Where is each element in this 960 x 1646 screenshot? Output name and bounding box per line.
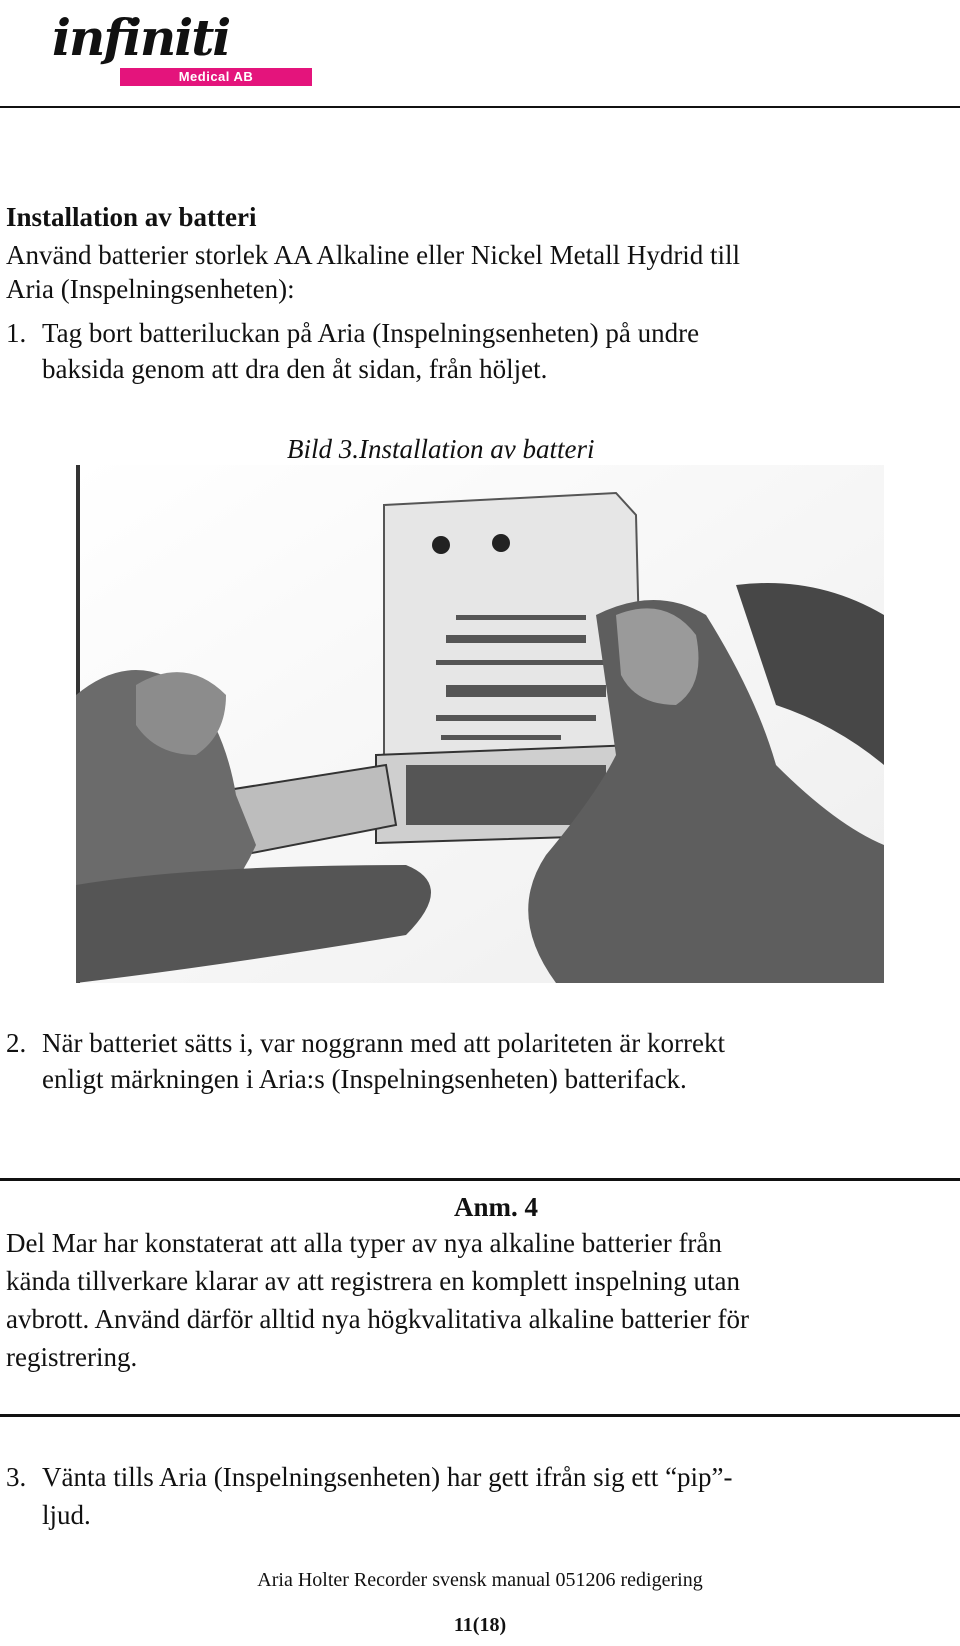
figure-caption: Bild 3.Installation av batteri xyxy=(287,434,595,464)
note-line: registrering. xyxy=(6,1342,138,1372)
note-title: Anm. 4 xyxy=(454,1192,539,1222)
section-title: Installation av batteri xyxy=(6,202,257,232)
note-top-divider xyxy=(0,1178,960,1181)
intro-text-line: Använd batterier storlek AA Alkaline eller Nickel Metall Hydrid till xyxy=(6,240,741,270)
step-number: 2. xyxy=(6,1028,27,1058)
note-line: Del Mar har konstaterat att alla typer av nya alkaline batterier från xyxy=(6,1228,722,1258)
step-1 xyxy=(6,316,699,351)
step-3 xyxy=(6,1460,733,1495)
step-2 xyxy=(6,1026,725,1061)
step-2-continuation: enligt märkningen i Aria:s (Inspelningsenheten) batterifack. xyxy=(42,1064,687,1094)
step-text: När batteriet sätts i, var noggrann med att polariteten är korrekt xyxy=(42,1028,725,1058)
battery-installation-photo xyxy=(76,465,884,983)
intro-text-line: Aria (Inspelningsenheten): xyxy=(6,274,295,304)
note-line: kända tillverkare klarar av att registrera en komplett inspelning utan xyxy=(6,1266,740,1296)
step-text: Vänta tills Aria (Inspelningsenheten) har gett ifrån sig ett “pip”- xyxy=(42,1462,733,1492)
step-number: 1. xyxy=(6,318,27,348)
step-3-continuation: ljud. xyxy=(42,1500,91,1530)
logo-sub-text: Medical AB xyxy=(120,68,312,86)
note-line: avbrott. Använd därför alltid nya högkvalitativa alkaline batterier för xyxy=(6,1304,749,1334)
step-text: Tag bort batteriluckan på Aria (Inspelningsenheten) på undre xyxy=(42,318,700,348)
page-footer: Aria Holter Recorder svensk manual 051206 redigering xyxy=(257,1569,703,1591)
company-logo xyxy=(52,8,282,88)
step-1-continuation: baksida genom att dra den åt sidan, från höljet. xyxy=(42,354,548,384)
page-number: 11(18) xyxy=(453,1614,507,1636)
header-divider xyxy=(0,106,960,108)
logo-script-text: infiniti xyxy=(52,8,230,67)
note-bottom-divider xyxy=(0,1414,960,1417)
step-number: 3. xyxy=(6,1462,27,1492)
